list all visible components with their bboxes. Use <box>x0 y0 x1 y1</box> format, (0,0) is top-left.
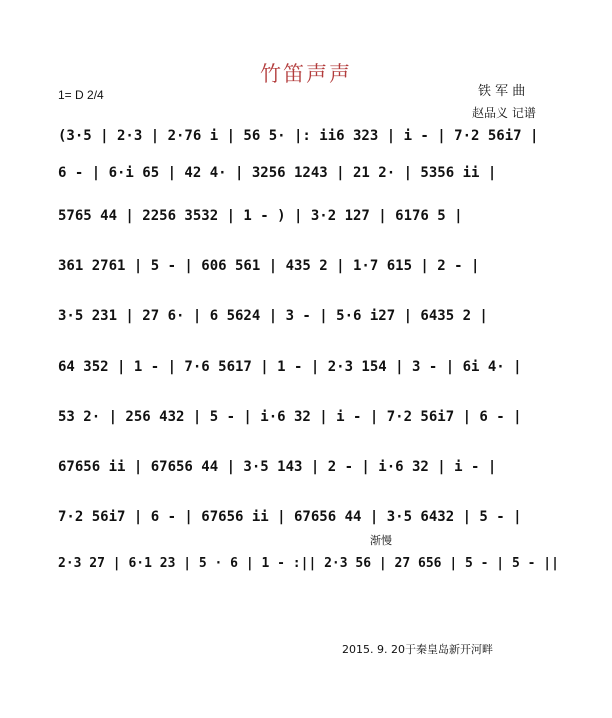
notation-line: 6 - | 6·i 65 | 42 4· | 3256 1243 | 21 2· | 5356 ii | <box>58 165 497 181</box>
notation-line: 67656 ii | 67656 44 | 3·5 143 | 2 - | i·6 32 | i - | <box>58 459 497 475</box>
notation-line: 361 2761 | 5 - | 606 561 | 435 2 | 1·7 615 | 2 - | <box>58 258 480 274</box>
transcriber-credit: 赵品义 记谱 <box>472 106 536 120</box>
notation-system-1 <box>58 124 566 150</box>
notation-system-7 <box>58 405 566 431</box>
notation-system-4 <box>58 254 566 280</box>
notation-line: (3·5 | 2·3 | 2·76 i | 56 5· |: ii6 323 | i - | 7·2 56i7 | <box>58 128 539 144</box>
notation-line: 3·5 231 | 27 6· | 6 5624 | 3 - | 5·6 i27 | 6435 2 | <box>58 308 488 324</box>
composer-credit: 铁 军 曲 <box>478 84 526 99</box>
notation-system-8 <box>58 455 566 481</box>
notation-line: 7·2 56i7 | 6 - | 67656 ii | 67656 44 | 3·5 6432 | 5 - | <box>58 509 522 525</box>
notation-line: 64 352 | 1 - | 7·6 5617 | 1 - | 2·3 154 | 3 - | 6i 4· | <box>58 359 522 375</box>
date-location-footer: 2015. 9. 20于秦皇岛新开河畔 <box>342 643 493 656</box>
notation-system-6 <box>58 355 566 381</box>
notation-system-9 <box>58 505 566 531</box>
notation-line: 2·3 27 | 6·1 23 | 5 · 6 | 1 - :|| 2·3 56 | 27 656 | 5 - | 5 - || <box>58 556 559 571</box>
key-signature: 1= D 2/4 <box>58 88 104 102</box>
notation-system-2 <box>58 161 566 187</box>
tempo-marking: 渐慢 <box>370 534 392 547</box>
notation-system-10 <box>58 552 566 578</box>
notation-line: 53 2· | 256 432 | 5 - | i·6 32 | i - | 7·2 56i7 | 6 - | <box>58 409 522 425</box>
song-title: 竹笛声声 <box>260 62 352 86</box>
notation-system-3 <box>58 204 566 230</box>
notation-line: 5765 44 | 2256 3532 | 1 - ) | 3·2 127 | 6176 5 | <box>58 208 463 224</box>
notation-system-5 <box>58 304 566 330</box>
